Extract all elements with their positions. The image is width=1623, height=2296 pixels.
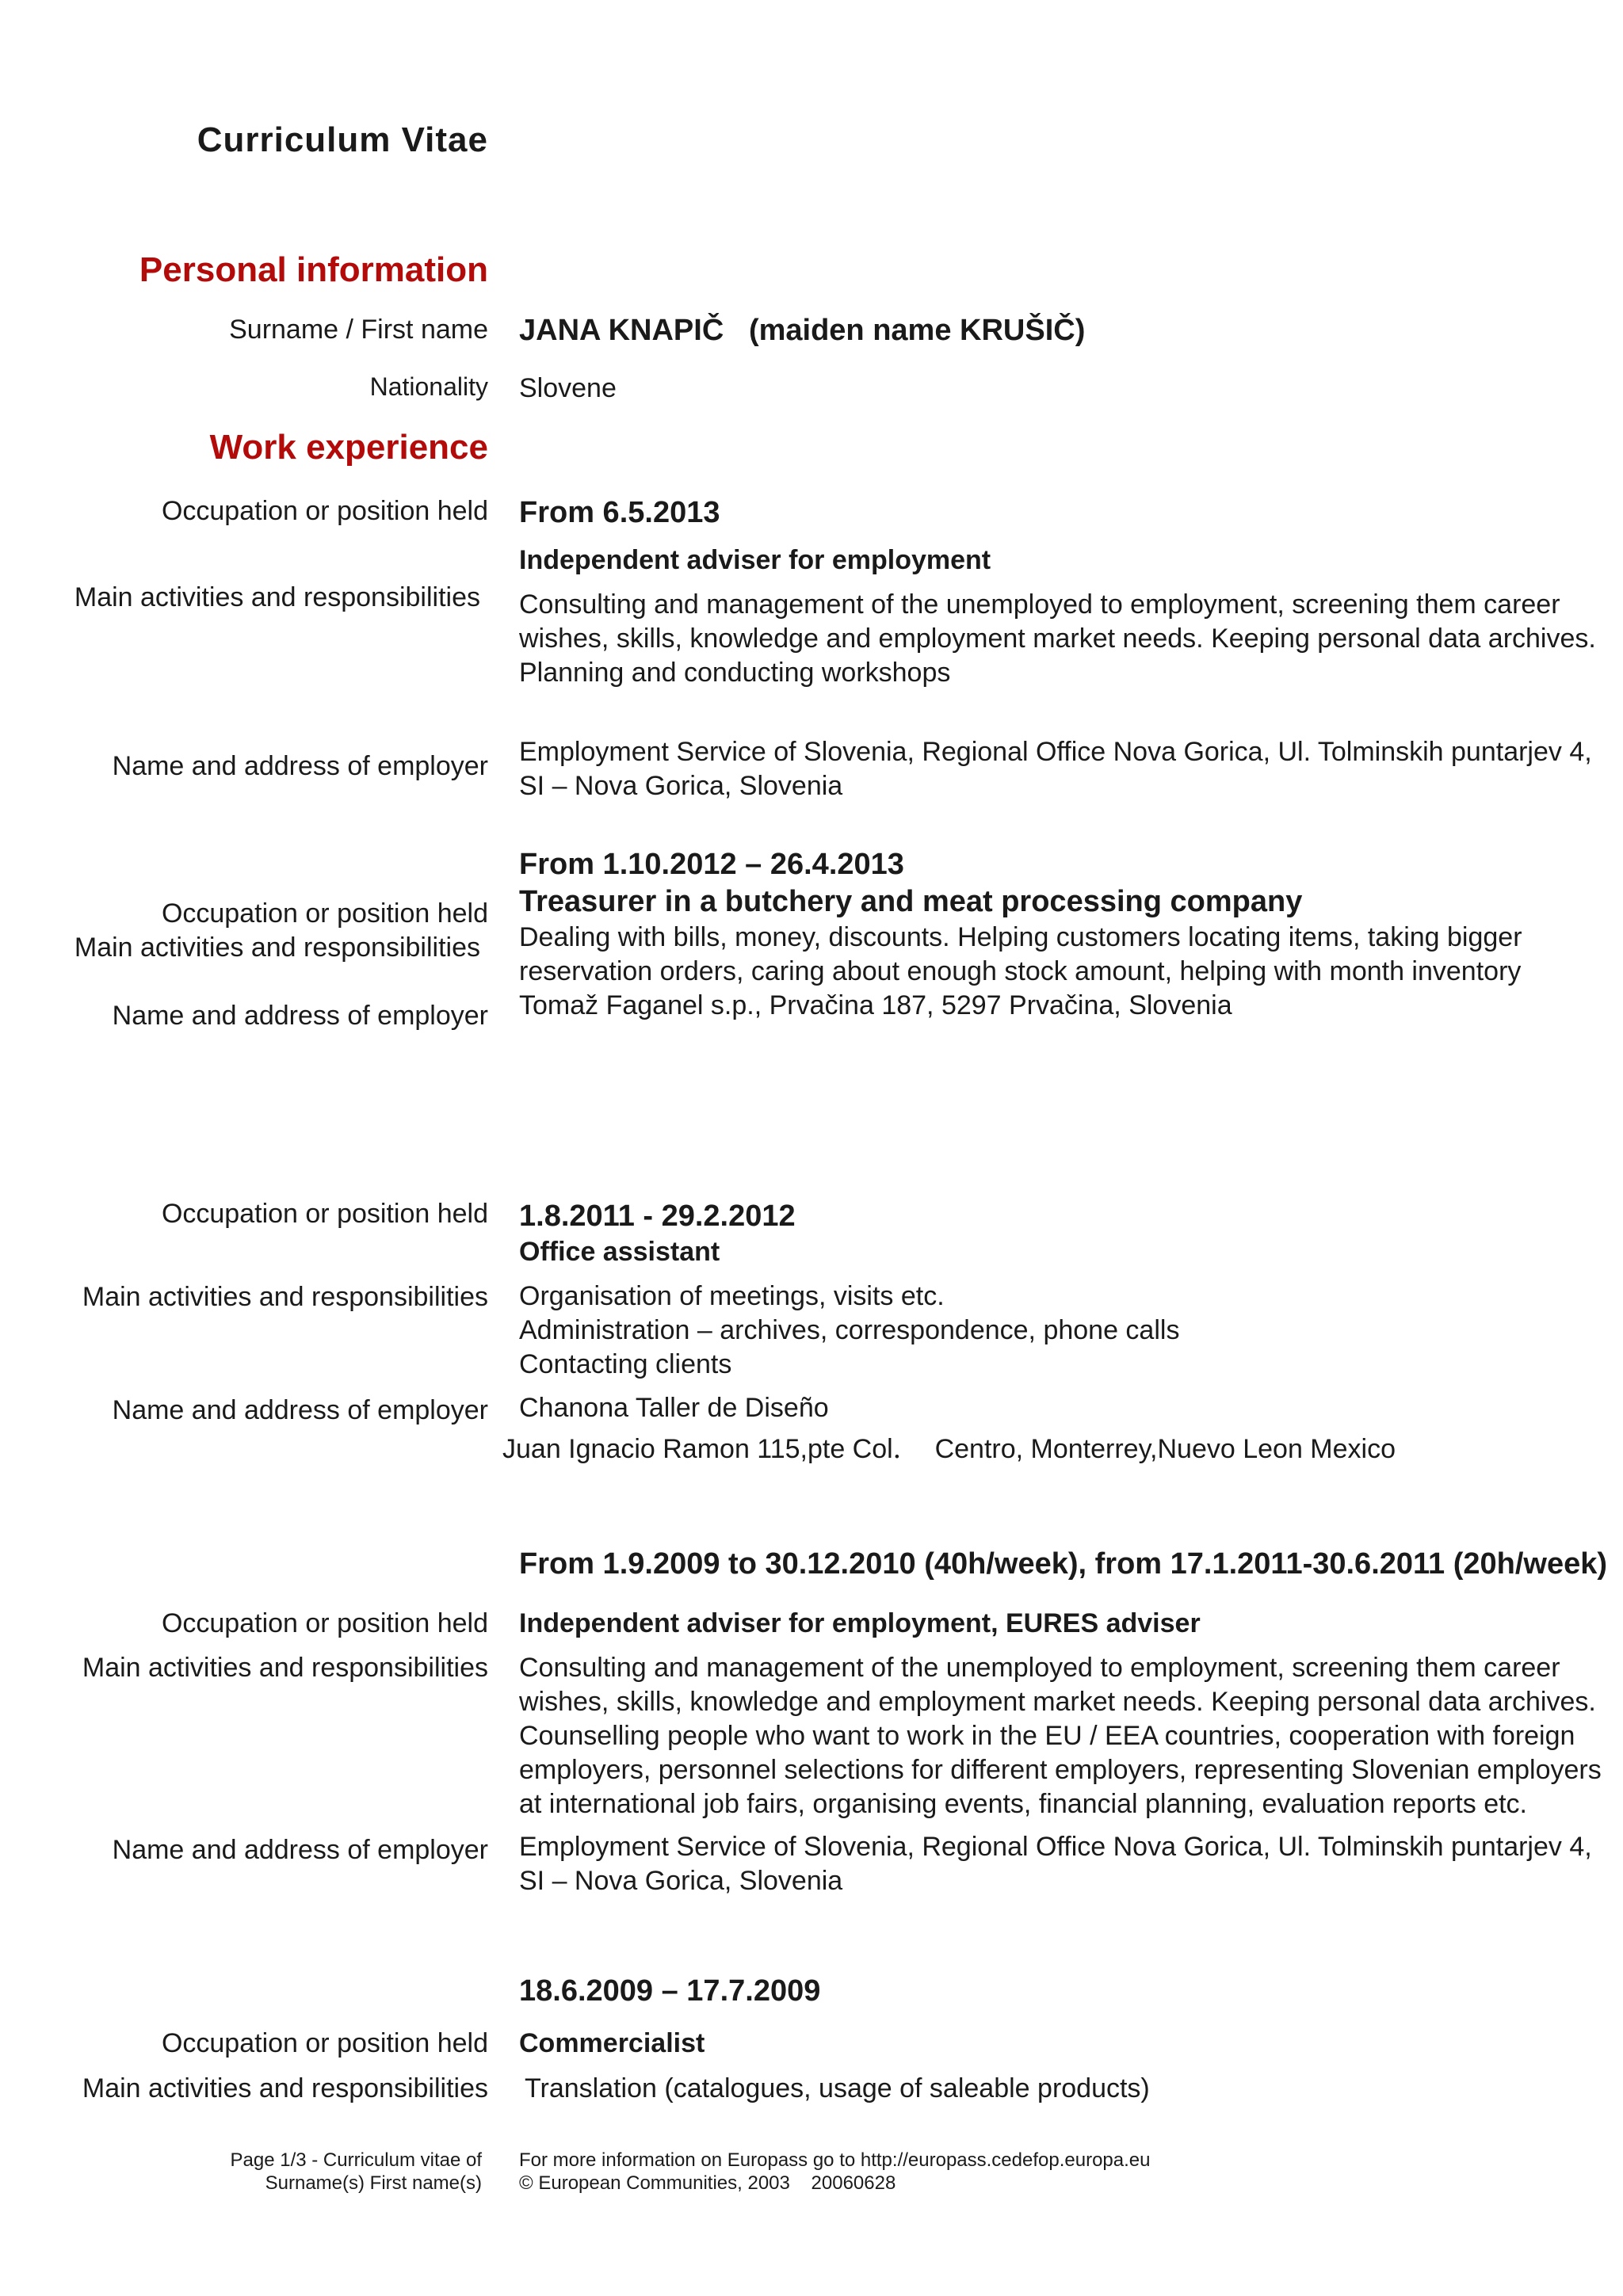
employer-label: Name and address of employer (112, 751, 488, 781)
activity-line: wishes, skills, knowledge and employment market needs. Keeping personal data archives. (519, 624, 1596, 654)
personal-info-heading: Personal information (139, 250, 488, 289)
job-employer: Chanona Taller de Diseño (519, 1393, 829, 1423)
occupation-label: Occupation or position held (161, 898, 488, 929)
full-name: JANA KNAPIČ (maiden name KRUŠIČ) (519, 314, 1086, 347)
footer-page-line: Page 1/3 - Curriculum vitae of (230, 2149, 482, 2171)
job-position: Independent adviser for employment, EURES adviser (519, 1608, 1201, 1638)
activities-label: Main activities and responsibilities (82, 2073, 488, 2103)
job-date: From 6.5.2013 (519, 496, 720, 529)
job-employer-address: Juan Ignacio Ramon 115,pte Col． Centro, Monterrey,Nuevo Leon Mexico (502, 1434, 1396, 1464)
job-date: From 1.10.2012 – 26.4.2013 (519, 848, 904, 881)
activities-label: Main activities and responsibilities (82, 1653, 488, 1683)
employer-line: Tomaž Faganel s.p., Prvačina 187, 5297 Prvačina, Slovenia (519, 990, 1232, 1020)
employer-label: Name and address of employer (112, 1835, 488, 1865)
employer-line: SI – Nova Gorica, Slovenia (519, 771, 843, 801)
activities-label: Main activities and responsibilities (74, 582, 480, 612)
occupation-label: Occupation or position held (161, 1199, 488, 1229)
occupation-label: Occupation or position held (161, 2028, 488, 2058)
job-position: Treasurer in a butchery and meat processing company (519, 885, 1303, 918)
footer-page-info (231, 2149, 482, 2195)
activities-label: Main activities and responsibilities (74, 933, 480, 963)
activity-line: Consulting and management of the unemployed to employment, screening them career (519, 1653, 1560, 1683)
activities-label: Main activities and responsibilities (82, 1282, 488, 1312)
job-position: Independent adviser for employment (519, 545, 991, 575)
work-experience-heading: Work experience (209, 428, 488, 467)
activity-line: employers, personnel selections for different employers, representing Slovenian employers (519, 1755, 1602, 1785)
occupation-label: Occupation or position held (161, 496, 488, 526)
employer-line: SI – Nova Gorica, Slovenia (519, 1866, 843, 1896)
activity-line: Organisation of meetings, visits etc. (519, 1281, 945, 1311)
footer-name-line: Surname(s) First name(s) (265, 2172, 482, 2194)
job-activities (519, 1280, 1179, 1382)
surname-label: Surname / First name (229, 315, 488, 345)
job-activities (519, 588, 1596, 690)
job-employer (519, 1830, 1592, 1898)
footer-copyright: © European Communities, 2003 20060628 (519, 2172, 896, 2194)
activity-line: reservation orders, caring about enough stock amount, helping with month inventory (519, 956, 1522, 986)
activity-line: Contacting clients (519, 1349, 732, 1379)
job-date: 1.8.2011 - 29.2.2012 (519, 1199, 796, 1233)
job-position: Office assistant (519, 1237, 720, 1267)
nationality-label: Nationality (369, 372, 488, 401)
nationality-value: Slovene (519, 373, 617, 403)
activity-line: at international job fairs, organising events, financial planning, evaluation reports etc. (519, 1789, 1527, 1819)
job-activities: Translation (catalogues, usage of saleable products) (525, 2073, 1150, 2103)
activity-line: Administration – archives, correspondence, phone calls (519, 1315, 1180, 1345)
footer-europass-info (519, 2149, 1150, 2195)
job-employer (519, 735, 1592, 803)
job-position: Commercialist (519, 2028, 705, 2058)
activity-line: Planning and conducting workshops (519, 658, 951, 688)
job-activities (519, 1651, 1602, 1821)
job-date: From 1.9.2009 to 30.12.2010 (40h/week), from 17.1.2011-30.6.2011 (20h/week) (519, 1547, 1608, 1581)
activity-line: Dealing with bills, money, discounts. Helping customers locating items, taking bigger (519, 922, 1522, 952)
footer-europass-link: For more information on Europass go to http://europass.cedefop.europa.eu (519, 2149, 1151, 2171)
activity-line: Counselling people who want to work in the EU / EEA countries, cooperation with foreign (519, 1721, 1575, 1751)
employer-line: Employment Service of Slovenia, Regional Office Nova Gorica, Ul. Tolminskih puntarjev 4, (519, 737, 1592, 767)
employer-line: Employment Service of Slovenia, Regional Office Nova Gorica, Ul. Tolminskih puntarjev 4, (519, 1832, 1592, 1862)
job-date: 18.6.2009 – 17.7.2009 (519, 1974, 821, 2008)
activity-line: wishes, skills, knowledge and employment market needs. Keeping personal data archives. (519, 1687, 1596, 1717)
employer-label: Name and address of employer (112, 1001, 488, 1031)
document-title: Curriculum Vitae (197, 120, 488, 159)
activity-line: Consulting and management of the unemployed to employment, screening them career (519, 589, 1560, 620)
occupation-label: Occupation or position held (161, 1608, 488, 1638)
job-activities (519, 921, 1522, 1023)
employer-label: Name and address of employer (112, 1395, 488, 1425)
